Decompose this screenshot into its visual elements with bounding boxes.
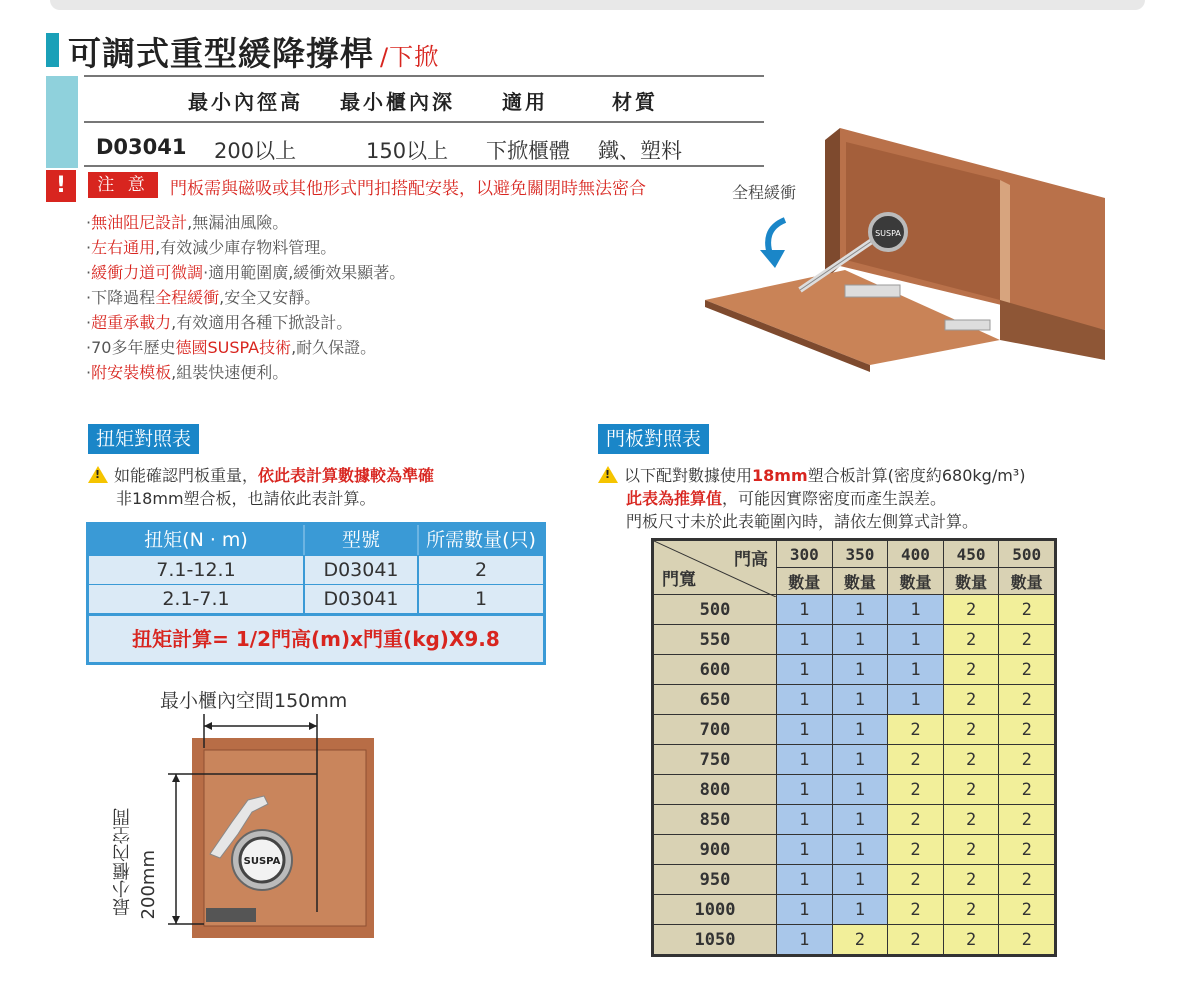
notice-badge: 注 意 — [88, 172, 158, 198]
door-qty-cell: 1 — [832, 895, 888, 925]
door-qty-cell: 1 — [777, 625, 833, 655]
torque-cell: 1 — [417, 585, 543, 613]
door-qty-cell: 1 — [832, 625, 888, 655]
door-qty-cell: 1 — [832, 655, 888, 685]
door-qty-cell: 2 — [943, 835, 999, 865]
door-qty-cell: 2 — [999, 685, 1055, 715]
torque-table-header — [89, 525, 543, 555]
door-width-label: 550 — [654, 625, 777, 655]
torque-header-qty: 所需數量(只) — [417, 525, 543, 555]
feature-item — [86, 285, 320, 308]
door-qty-cell: 1 — [832, 715, 888, 745]
door-qty-cell: 2 — [888, 835, 944, 865]
door-height-header: 400 — [888, 541, 944, 568]
feature-item — [86, 360, 288, 383]
hinge-plate-1 — [845, 285, 900, 297]
cabinet-inner-side — [1000, 180, 1010, 320]
diagram-top-label: 最小櫃內空間150mm — [160, 690, 348, 712]
diagram-brand: SUSPA — [243, 856, 281, 867]
notice-text: 門板需與磁吸或其他形式門扣搭配安裝，以避免關閉時無法密合 — [170, 179, 646, 199]
door-qty-cell: 2 — [943, 895, 999, 925]
spec-bottom-rule — [84, 165, 764, 167]
spec-material: 鐵、塑料 — [598, 139, 682, 163]
door-qty-cell: 1 — [777, 715, 833, 745]
table-row — [654, 625, 1055, 655]
spec-application: 下掀櫃體 — [486, 139, 570, 163]
door-qty-cell: 2 — [999, 925, 1055, 955]
door-note-line1 — [598, 463, 1025, 486]
table-row — [89, 555, 543, 584]
feature-text: ,耐久保證。 — [291, 338, 377, 357]
torque-header-torque: 扭矩(N · m) — [144, 529, 248, 551]
feature-highlight: 緩衝力道可微調 — [91, 263, 204, 282]
torque-section-tag: 扭矩對照表 — [88, 424, 199, 454]
door-qty-cell: 2 — [999, 775, 1055, 805]
feature-item — [86, 310, 352, 333]
door-qty-header: 數量 — [943, 568, 999, 595]
feature-text: ,安全又安靜。 — [219, 288, 321, 307]
caution-icon — [598, 466, 618, 483]
page-subtitle: /下掀 — [380, 43, 440, 71]
door-qty-cell: 1 — [832, 595, 888, 625]
door-qty-cell: 2 — [943, 865, 999, 895]
spec-top-rule — [84, 75, 764, 77]
door-qty-cell: 2 — [999, 595, 1055, 625]
door-qty-header: 數量 — [777, 568, 833, 595]
door-qty-cell: 2 — [888, 895, 944, 925]
feature-item — [86, 235, 336, 258]
feature-item — [86, 260, 405, 283]
door-qty-cell: 2 — [888, 805, 944, 835]
table-row — [654, 925, 1055, 955]
feature-bullet: · — [86, 213, 92, 232]
table-row — [654, 595, 1055, 625]
torque-warning-line2: 非18mm塑合板，也請依此表計算。 — [116, 489, 376, 508]
door-qty-cell: 1 — [777, 865, 833, 895]
spec-header-min-depth: 最小櫃內深 — [340, 90, 455, 114]
cabinet-diagram — [160, 712, 380, 944]
door-qty-cell: 1 — [777, 835, 833, 865]
door-width-label: 700 — [654, 715, 777, 745]
feature-bullet: · — [86, 363, 92, 382]
cabinet-left-edge — [825, 128, 840, 280]
door-qty-cell: 1 — [777, 745, 833, 775]
torque-warning — [88, 463, 434, 486]
door-section-tag: 門板對照表 — [598, 424, 709, 454]
door-qty-cell: 2 — [999, 835, 1055, 865]
table-row — [654, 895, 1055, 925]
door-note-text: ，可能因實際密度而產生誤差。 — [722, 489, 947, 508]
door-qty-cell: 2 — [943, 775, 999, 805]
door-qty-cell: 1 — [832, 775, 888, 805]
door-note-line2 — [626, 486, 946, 509]
door-width-label: 1000 — [654, 895, 777, 925]
feature-highlight: 附安裝模板 — [91, 363, 172, 382]
hinge-plate-2 — [945, 320, 990, 330]
feature-text: ,有效減少庫存物料管理。 — [155, 238, 337, 257]
spec-mid-rule — [84, 121, 764, 123]
torque-table — [86, 522, 546, 665]
door-qty-cell: 1 — [777, 925, 833, 955]
door-qty-cell: 2 — [943, 685, 999, 715]
door-width-label: 500 — [654, 595, 777, 625]
door-height-header: 500 — [999, 541, 1055, 568]
torque-cell: 2.1-7.1 — [162, 588, 230, 610]
title-accent-bar — [46, 33, 59, 67]
door-qty-cell: 1 — [832, 685, 888, 715]
feature-text: 70多年歷史 — [91, 338, 176, 357]
door-qty-cell: 2 — [999, 865, 1055, 895]
feature-text: ,組裝快速便利。 — [171, 363, 289, 382]
door-note-emphasis: 18mm — [752, 466, 808, 485]
table-row — [654, 715, 1055, 745]
door-width-label: 950 — [654, 865, 777, 895]
feature-text: ,無漏油風險。 — [187, 213, 289, 232]
door-width-label: 750 — [654, 745, 777, 775]
door-width-label: 850 — [654, 805, 777, 835]
door-qty-cell: 1 — [777, 895, 833, 925]
torque-warning-emphasis: 依此表計算數據較為準確 — [258, 466, 435, 485]
torque-header-model: 型號 — [303, 525, 417, 555]
door-qty-header: 數量 — [888, 568, 944, 595]
door-qty-cell: 1 — [777, 805, 833, 835]
door-width-label: 1050 — [654, 925, 777, 955]
feature-highlight: 德國SUSPA技術 — [175, 338, 292, 357]
door-width-label: 650 — [654, 685, 777, 715]
feature-highlight: 左右通用 — [91, 238, 156, 257]
door-height-header: 300 — [777, 541, 833, 568]
top-banner-edge — [50, 0, 1145, 10]
door-qty-cell: 2 — [999, 655, 1055, 685]
door-qty-cell: 1 — [832, 865, 888, 895]
table-row — [654, 745, 1055, 775]
door-qty-cell: 2 — [888, 775, 944, 805]
door-qty-cell: 2 — [999, 745, 1055, 775]
torque-cell: 2 — [417, 556, 543, 584]
door-width-label: 900 — [654, 835, 777, 865]
feature-highlight: 全程緩衝 — [155, 288, 220, 307]
door-table — [651, 538, 1057, 957]
door-note-line3: 門板尺寸未於此表範圍內時，請依左側算式計算。 — [626, 512, 979, 531]
table-row — [654, 655, 1055, 685]
door-qty-cell: 1 — [777, 775, 833, 805]
door-qty-header: 數量 — [999, 568, 1055, 595]
table-row — [89, 584, 543, 613]
torque-cell: 7.1-12.1 — [156, 559, 236, 581]
door-qty-cell: 2 — [999, 895, 1055, 925]
diagram-side-label-2: 200mm — [138, 850, 159, 920]
table-row — [654, 805, 1055, 835]
door-qty-cell: 1 — [832, 835, 888, 865]
door-height-header: 350 — [832, 541, 888, 568]
door-height-header: 450 — [943, 541, 999, 568]
warning-icon: ! — [46, 170, 76, 202]
spec-side-accent — [46, 76, 78, 168]
feature-bullet: · — [86, 238, 92, 257]
spec-header-application: 適用 — [502, 90, 548, 114]
door-table-header-row — [654, 541, 1055, 568]
door-width-label: 600 — [654, 655, 777, 685]
feature-bullet: · — [86, 263, 92, 282]
door-qty-cell: 1 — [888, 655, 944, 685]
door-qty-cell: 1 — [888, 595, 944, 625]
door-qty-cell: 1 — [777, 685, 833, 715]
door-qty-header: 數量 — [832, 568, 888, 595]
door-qty-cell: 2 — [888, 925, 944, 955]
door-note-text: 以下配對數據使用 — [624, 466, 753, 485]
door-qty-cell: 1 — [888, 625, 944, 655]
table-row — [654, 865, 1055, 895]
feature-item — [86, 210, 288, 233]
spec-model: D03041 — [96, 135, 187, 159]
feature-highlight: 無油阻尼設計 — [91, 213, 188, 232]
feature-text: 下降過程 — [91, 288, 156, 307]
door-qty-cell: 2 — [999, 715, 1055, 745]
door-qty-cell: 2 — [832, 925, 888, 955]
door-qty-cell: 2 — [943, 655, 999, 685]
torque-formula: 扭矩計算= 1/2門高(m)x門重(kg)X9.8 — [89, 613, 543, 662]
mount-bracket — [206, 908, 256, 922]
corner-width-label: 門寬 — [662, 570, 696, 590]
feature-text: ,有效適用各種下掀設計。 — [171, 313, 353, 332]
product-illustration — [700, 110, 1120, 380]
torque-warning-text: 如能確認門板重量， — [114, 466, 259, 485]
diagram-side-label-1: 最小櫃內空間 — [112, 808, 133, 916]
torque-cell: D03041 — [303, 556, 417, 584]
door-note-emphasis: 此表為推算值 — [626, 489, 723, 508]
feature-bullet: · — [86, 288, 92, 307]
caution-icon — [88, 466, 108, 483]
door-qty-cell: 1 — [832, 805, 888, 835]
down-arrow-icon — [760, 250, 785, 268]
door-qty-cell: 2 — [999, 805, 1055, 835]
door-qty-cell: 2 — [943, 925, 999, 955]
feature-bullet: · — [86, 338, 92, 357]
spec-min-depth: 150以上 — [366, 139, 449, 163]
page-title: 可調式重型緩降撐桿 /下掀 — [68, 34, 440, 73]
corner-height-label: 門高 — [734, 550, 768, 570]
door-qty-cell: 2 — [943, 595, 999, 625]
table-row — [654, 685, 1055, 715]
door-qty-cell: 2 — [999, 625, 1055, 655]
feature-highlight: 超重承載力 — [91, 313, 172, 332]
torque-cell: D03041 — [303, 585, 417, 613]
table-row — [654, 835, 1055, 865]
illustration-brand: SUSPA — [875, 229, 901, 238]
door-qty-cell: 2 — [943, 625, 999, 655]
door-qty-cell: 1 — [777, 655, 833, 685]
door-qty-cell: 1 — [888, 685, 944, 715]
door-qty-cell: 2 — [888, 745, 944, 775]
spec-header-material: 材質 — [612, 90, 658, 114]
spec-min-height: 200以上 — [214, 139, 297, 163]
feature-bullet: · — [86, 313, 92, 332]
door-width-label: 800 — [654, 775, 777, 805]
door-qty-cell: 1 — [777, 595, 833, 625]
door-qty-cell: 1 — [832, 745, 888, 775]
table-row — [654, 775, 1055, 805]
feature-text: ·適用範圍廣,緩衝效果顯著。 — [203, 263, 406, 282]
feature-item — [86, 335, 376, 358]
door-qty-cell: 2 — [888, 865, 944, 895]
door-qty-cell: 2 — [943, 715, 999, 745]
door-qty-cell: 2 — [943, 805, 999, 835]
door-note-text: 塑合板計算(密度約680kg/m³) — [807, 466, 1026, 485]
illustration-label: 全程緩衝 — [732, 183, 797, 202]
door-table-corner — [654, 541, 777, 595]
spec-header-min-height: 最小內徑高 — [188, 90, 303, 114]
door-qty-cell: 2 — [943, 745, 999, 775]
door-qty-cell: 2 — [888, 715, 944, 745]
